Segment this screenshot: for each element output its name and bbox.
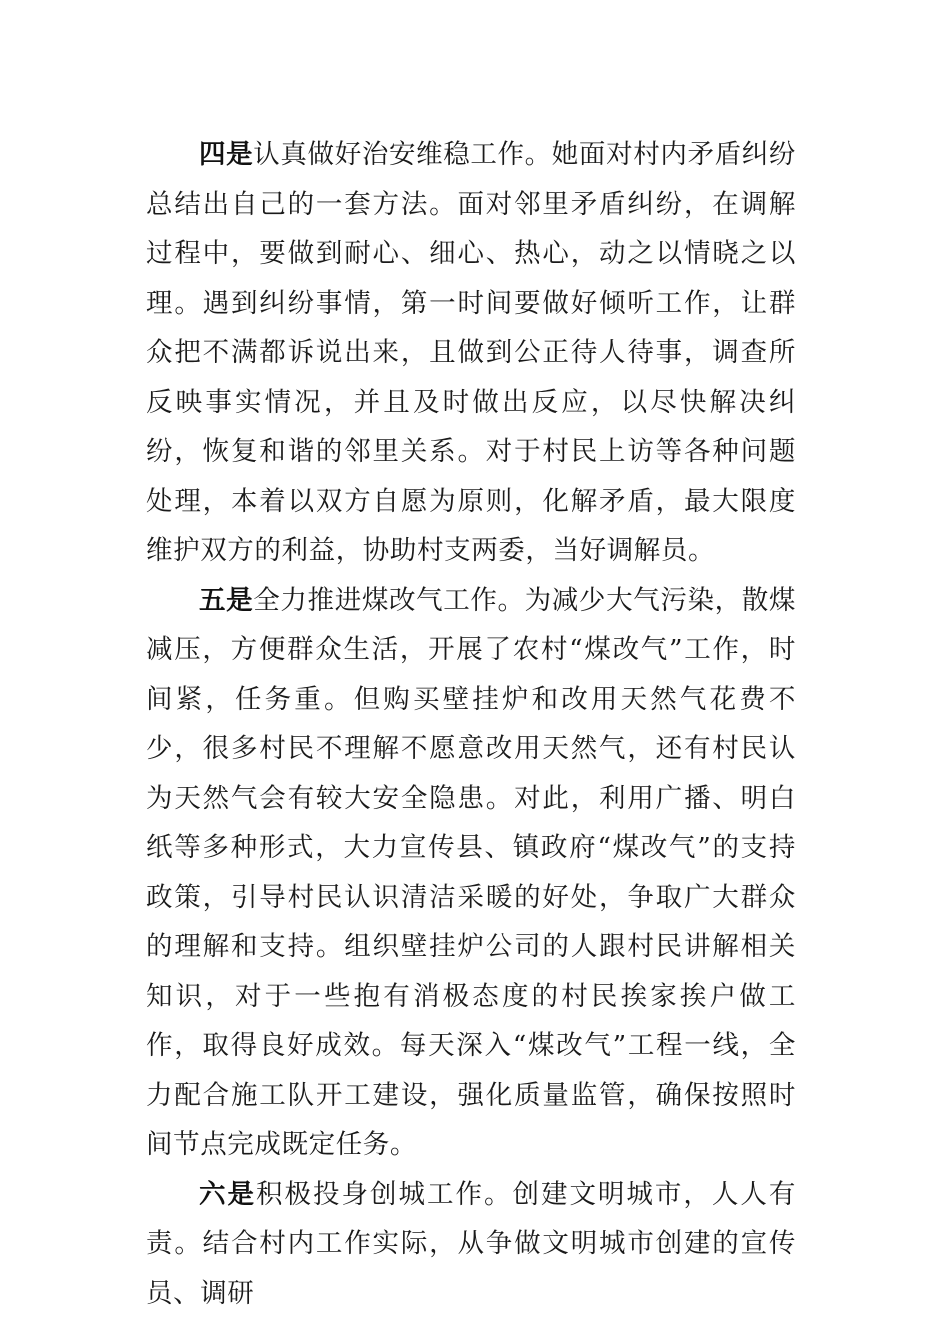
paragraph-text: 认真做好治安维稳工作。她面对村内矛盾纠纷总结出自己的一套方法。面对邻里矛盾纠纷，在调解过程中，要做到耐心、细心、热心，动之以情晓之以理。遇到纠纷事情，第一时间要做好倾听工作，让群众把不满都诉说出来，且做到公正待人待事，调查所反映事实情况，并且及时做出反应，以尽快解决纠纷，恢复和谐的邻里关系。对于村民上访等各种问题处理，本着以双方自愿为原则，化解矛盾，最大限度维护双方的利益，协助村支两委，当好调解员。: [146, 139, 797, 566]
paragraph-coal-to-gas: [146, 576, 796, 1170]
paragraph-text: 全力推进煤改气工作。为减少大气污染，散煤减压，方便群众生活，开展了农村“煤改气”工作，时间紧，任务重。但购买壁挂炉和改用天然气花费不少，很多村民不理解不愿意改用天然气，还有村民认为天然气会有较大安全隐患。对此，利用广播、明白纸等多种形式，大力宣传县、镇政府“煤改气”的支持政策，引导村民认识清洁采暖的好处，争取广大群众的理解和支持。组织壁挂炉公司的人跟村民讲解相关知识，对于一些抱有消极态度的村民挨家挨户做工作，取得良好成效。每天深入“煤改气”工程一线，全力配合施工队开工建设，强化质量监管，确保按照时间节点完成既定任务。: [146, 584, 797, 1160]
paragraph-text: 积极投身创城工作。创建文明城市，人人有责。结合村内工作实际，从争做文明城市创建的宣传员、调研: [146, 1178, 797, 1309]
paragraph-lead: 五是: [199, 584, 254, 616]
paragraph-lead: 四是: [199, 139, 254, 170]
paragraph-lead: 六是: [199, 1178, 256, 1210]
paragraph-civilized-city: [146, 1170, 796, 1319]
document-body: [146, 130, 796, 1318]
paragraph-public-security: [146, 130, 796, 576]
